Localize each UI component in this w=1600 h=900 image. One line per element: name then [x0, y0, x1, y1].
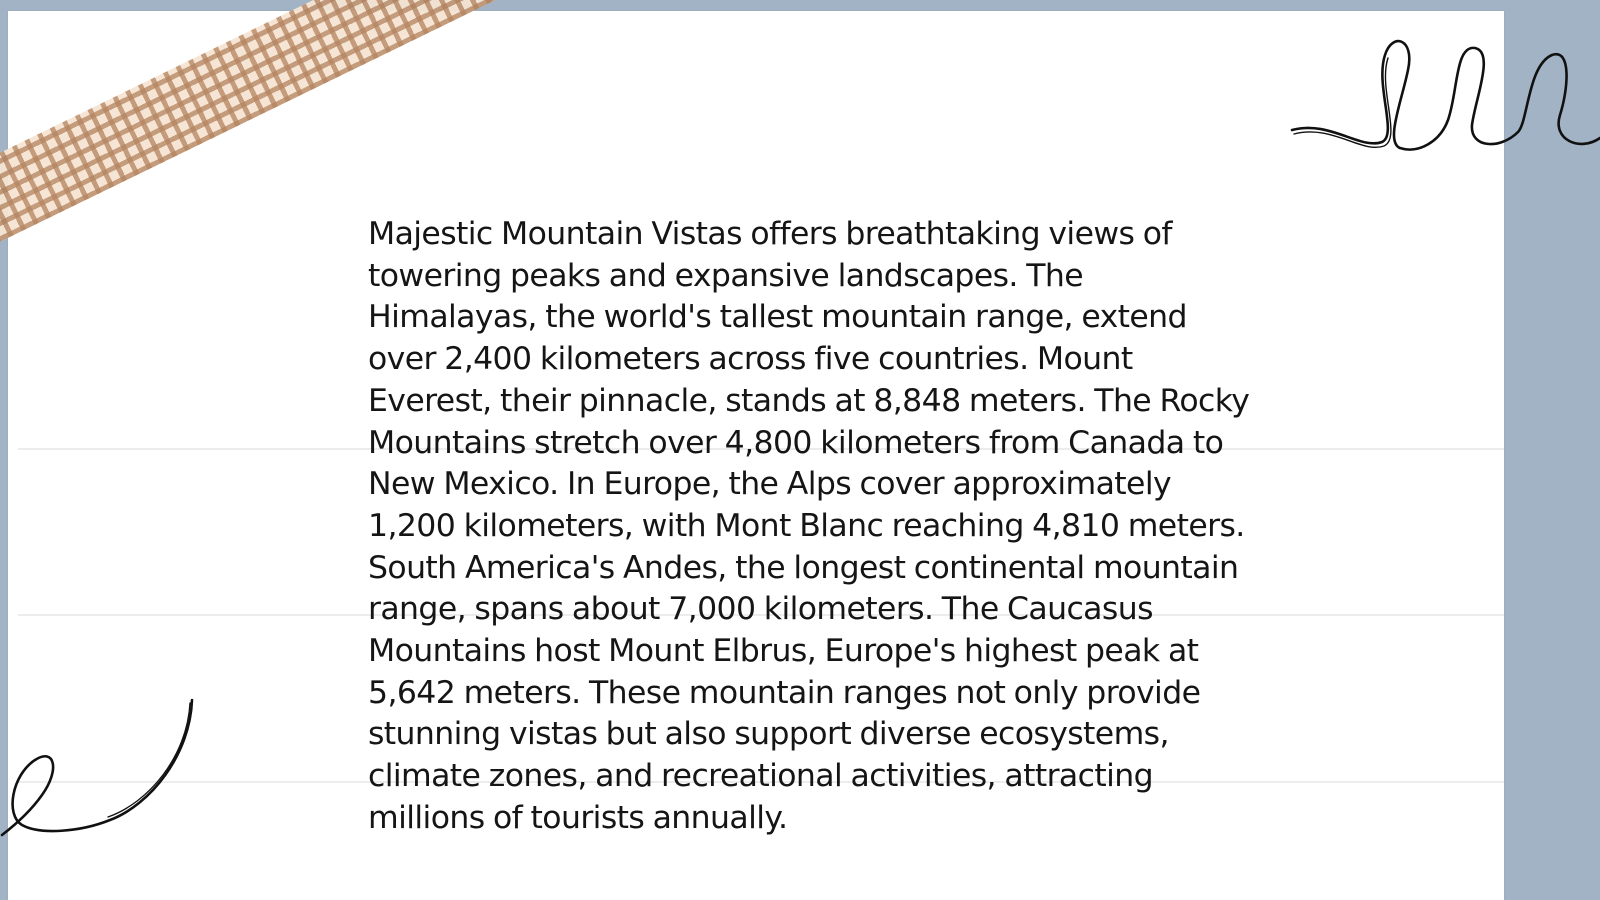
body-paragraph: Majestic Mountain Vistas offers breathtaking views of towering peaks and expansive landscapes. The Himalayas, the world's tallest mountain range, extend over 2,400 kilometers across five countries. Mount Everest, their pinnacle, stands at 8,848 meters. The Rocky Mountains stretch over 4,800 kilometers from Canada to New Mexico. In Europe, the Alps cover approximately 1,200 kilometers, with Mont Blanc reaching 4,810 meters. South America's Andes, the longest continental mountain range, spans about 7,000 kilometers. The Caucasus Mountains host Mount Elbrus, Europe's highest peak at 5,642 meters. These mountain ranges not only provide stunning vistas but also support diverse ecosystems, climate zones, and recreational activities, attracting millions of tourists annually.	[368, 216, 1250, 836]
paper-sheet	[8, 11, 1504, 900]
